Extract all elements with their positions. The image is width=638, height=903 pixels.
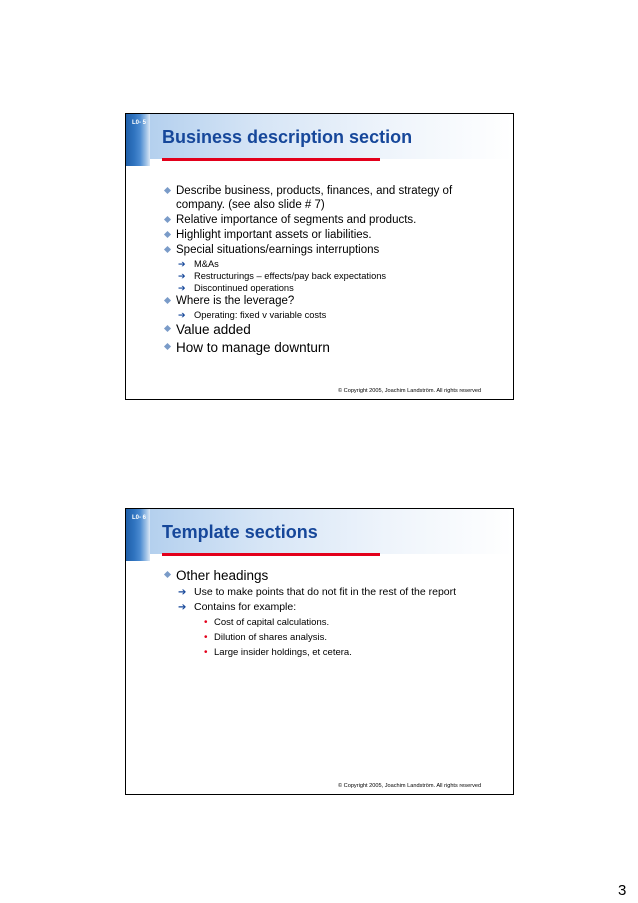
sub-sub-bullet-text: Cost of capital calculations. [214, 617, 330, 628]
arrow-bullet-icon: ➔ [178, 259, 186, 269]
sub-bullet-item [164, 270, 503, 282]
bullet-text: Highlight important assets or liabilities. [176, 229, 372, 241]
bullet-item [164, 243, 503, 257]
dot-bullet-icon: • [204, 632, 208, 643]
bullet-text: Where is the leverage? [176, 295, 295, 307]
sub-sub-bullet-text: Large insider holdings, et cetera. [214, 647, 352, 658]
bullet-item [164, 228, 503, 242]
bullet-text: How to manage downturn [176, 340, 330, 355]
diamond-bullet-icon [164, 325, 171, 332]
sub-sub-bullet-text: Dilution of shares analysis. [214, 632, 327, 643]
arrow-bullet-icon: ➔ [178, 602, 187, 613]
sub-sub-bullet-item [164, 615, 503, 630]
bullet-list [164, 184, 503, 357]
diamond-bullet-icon [164, 187, 171, 194]
sub-bullet-item [164, 309, 503, 321]
slide-id: L0- 6 [132, 515, 147, 521]
arrow-bullet-icon: ➔ [178, 271, 186, 281]
sub-bullet-text: Operating: fixed v variable costs [194, 310, 327, 320]
dot-bullet-icon: • [204, 617, 208, 628]
sub-bullet-text: Restructurings – effects/pay back expectations [194, 271, 387, 281]
diamond-bullet-icon [164, 297, 171, 304]
arrow-bullet-icon: ➔ [178, 283, 186, 293]
slide-title: Business description section [162, 127, 413, 147]
sub-sub-bullet-item [164, 630, 503, 645]
sub-bullet-text: M&As [194, 259, 219, 269]
slide-id: L0- 5 [132, 120, 147, 126]
bullet-list [164, 567, 503, 660]
bullet-text: Relative importance of segments and products. [176, 214, 417, 226]
bullet-item [164, 213, 503, 227]
page-number: 3 [618, 882, 627, 899]
sub-sub-bullet-item [164, 645, 503, 660]
copyright-notice: © Copyright 2005, Joachim Landström. All rights reserved [338, 388, 482, 394]
bullet-text: Value added [176, 322, 251, 337]
diamond-bullet-icon [164, 231, 171, 238]
sub-bullet-text: Contains for example: [194, 601, 297, 613]
bullet-item [164, 339, 503, 356]
arrow-bullet-icon: ➔ [178, 310, 186, 320]
bullet-item [164, 321, 503, 338]
bullet-text: Describe business, products, finances, and strategy of company. (see also slide # 7) [176, 185, 453, 211]
sub-bullet-item [164, 258, 503, 270]
bullet-item [164, 294, 503, 308]
diamond-bullet-icon [164, 246, 171, 253]
bullet-item [164, 184, 503, 212]
arrow-bullet-icon: ➔ [178, 587, 187, 598]
diamond-bullet-icon [164, 216, 171, 223]
bullet-text: Special situations/earnings interruptions [176, 244, 380, 256]
slide-5 [125, 113, 514, 400]
title-underline [162, 553, 380, 556]
copyright-notice: © Copyright 2005, Joachim Landström. All rights reserved [338, 783, 482, 789]
bullet-item [164, 567, 503, 584]
diamond-bullet-icon [164, 571, 171, 578]
bullet-text: Other headings [176, 568, 269, 583]
dot-bullet-icon: • [204, 647, 208, 658]
sub-bullet-item [164, 585, 503, 600]
diamond-bullet-icon [164, 343, 171, 350]
sub-bullet-text: Discontinued operations [194, 283, 294, 293]
sub-bullet-item [164, 600, 503, 615]
title-underline [162, 158, 380, 161]
slide-6 [125, 508, 514, 795]
slide-title: Template sections [162, 522, 318, 542]
sub-bullet-item [164, 282, 503, 294]
sub-bullet-text: Use to make points that do not fit in the rest of the report [194, 586, 457, 598]
